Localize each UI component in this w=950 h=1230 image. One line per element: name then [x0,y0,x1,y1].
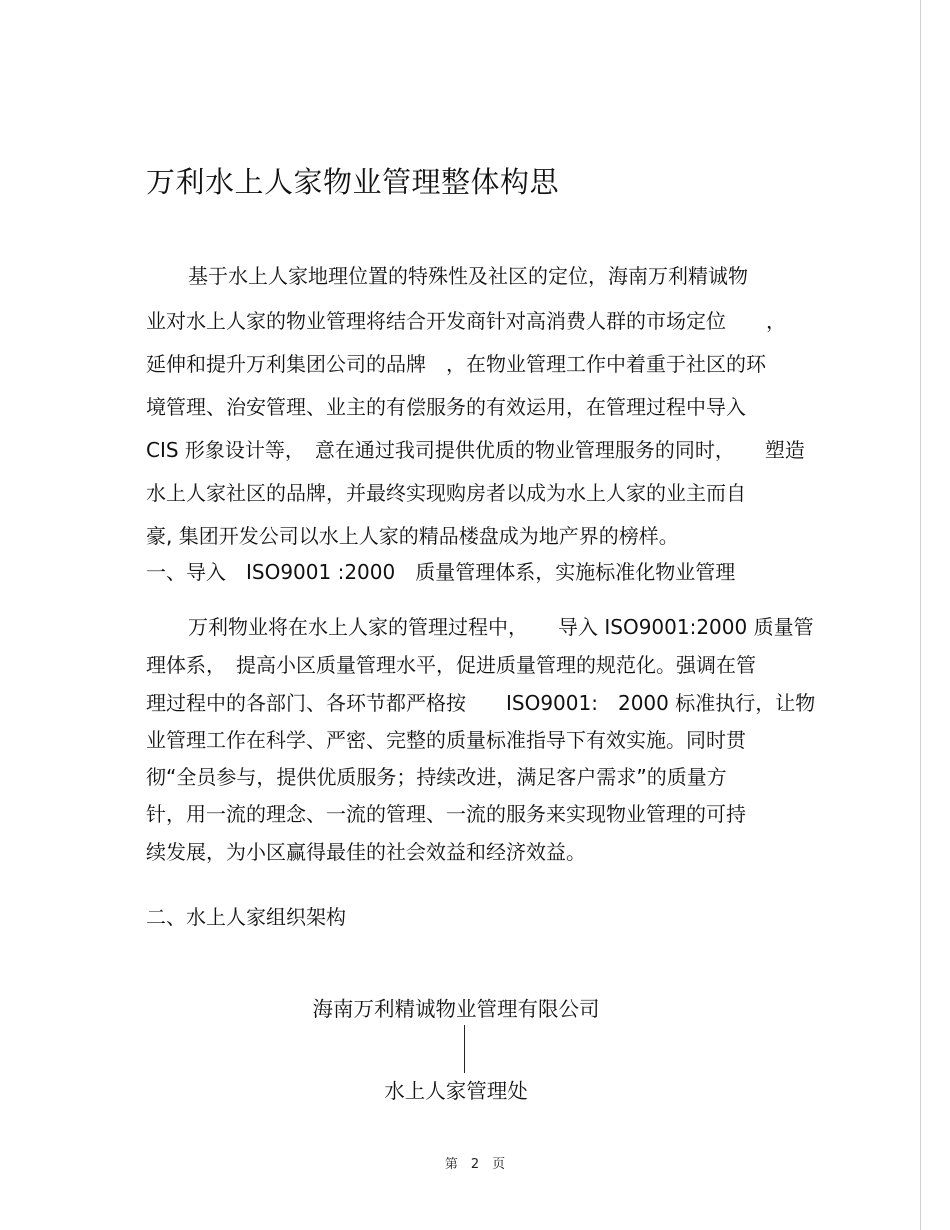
section2-heading: 二、水上人家组织架构 [146,905,346,929]
org-chart-connector-line [464,1025,465,1073]
org-chart-top-node: 海南万利精诚物业管理有限公司 [312,997,600,1021]
org-chart-bottom-node: 水上人家管理处 [384,1079,528,1103]
intro-line-6: 水上人家社区的品牌，并最终实现购房者以成为水上人家的业主而自 [146,481,746,505]
section1-line-5: 彻“全员参与，提供优质服务；持续改进，满足客户需求”的质量方 [146,765,727,789]
document-title: 万利水上人家物业管理整体构思 [146,165,560,199]
section1-line-6: 针，用一流的理念、一流的管理、一流的服务来实现物业管理的可持 [146,802,746,826]
section1-line-4: 业管理工作在科学、严密、完整的质量标准指导下有效实施。同时贯 [146,728,746,752]
section1-line-1: 万利物业将在水上人家的管理过程中， 导入 ISO9001:2000 质量管 [188,615,814,639]
section1-line-2: 理体系， 提高小区质量管理水平，促进质量管理的规范化。强调在管 [146,653,756,677]
intro-line-1: 基于水上人家地理位置的特殊性及社区的定位，海南万利精诚物 [188,264,748,288]
intro-line-5: CIS 形象设计等， 意在通过我司提供优质的物业管理服务的同时， 塑造 [146,438,805,462]
page-number: 第 2 页 [444,1157,506,1172]
intro-line-4: 境管理、治安管理、业主的有偿服务的有效运用，在管理过程中导入 [146,395,746,419]
intro-line-3: 延伸和提升万利集团公司的品牌 ，在物业管理工作中着重于社区的环 [146,352,766,376]
intro-line-7: 豪, 集团开发公司以水上人家的精品楼盘成为地产界的榜样。 [146,524,679,548]
page-edge-divider [920,0,921,1230]
section1-line-7: 续发展，为小区赢得最佳的社会效益和经济效益。 [146,840,586,864]
section1-line-3: 理过程中的各部门、各环节都严格按 ISO9001: 2000 标准执行，让物 [146,691,816,715]
intro-line-2: 业对水上人家的物业管理将结合开发商针对高消费人群的市场定位 ， [146,309,786,333]
section1-heading: 一、导入 ISO9001 :2000 质量管理体系，实施标准化物业管理 [146,560,736,584]
